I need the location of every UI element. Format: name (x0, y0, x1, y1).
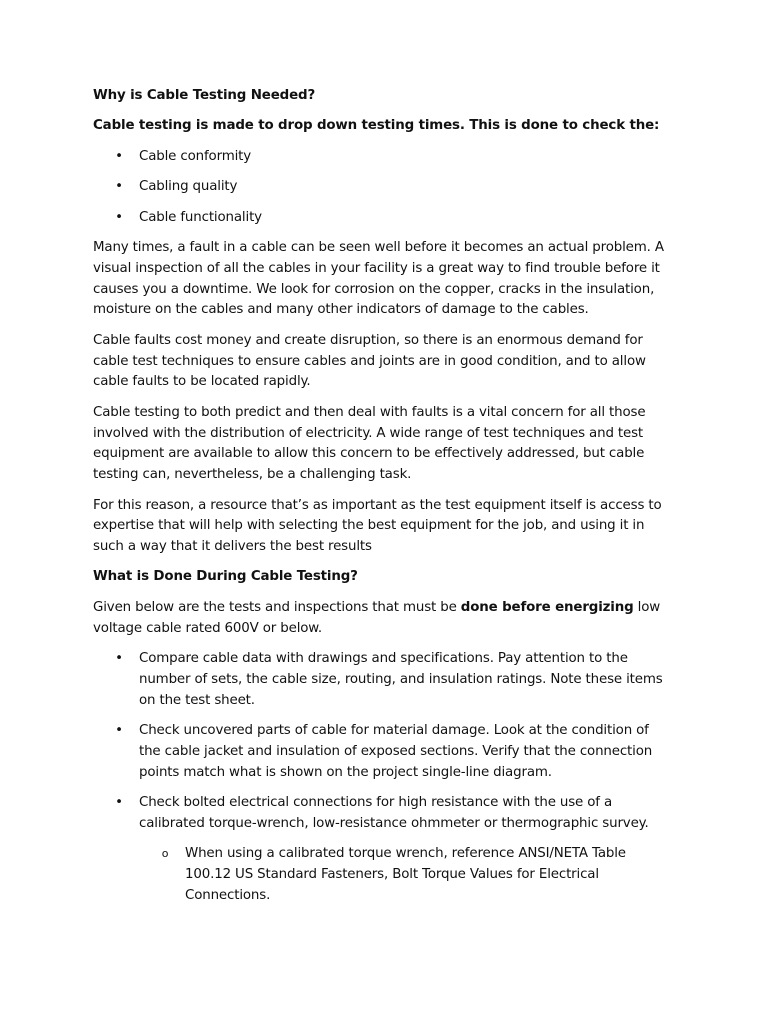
given-text-bold: done before energizing (460, 599, 634, 615)
list-item-text: Cabling quality (139, 179, 238, 195)
bullet-icon: • (115, 179, 123, 195)
paragraph-given-below (93, 598, 671, 640)
bullet-icon: • (115, 795, 123, 811)
paragraph-predict-faults: Cable testing to both predict and then deal with faults is a vital concern for all those involved with the distribution of electricity. A wide range of test techniques and test equipment are available to allow this concern to be effectively addressed, but cable testing can, nevertheless, be a challenging task. (93, 404, 646, 483)
heading-why-cable-testing: Why is Cable Testing Needed? (93, 88, 316, 103)
paragraph-visual-inspection: Many times, a fault in a cable can be seen well before it becomes an actual problem. A visual inspection of all the cables in your facility is a great way to find trouble before it causes you a downtime. We look for corrosion on the copper, cracks in the insulation, moisture on the cables and many other indicators of damage to the cables. (93, 239, 664, 318)
bullet-icon: • (115, 651, 123, 667)
list-item (93, 177, 671, 198)
bullet-icon: • (115, 209, 123, 225)
paragraph-expertise: For this reason, a resource that’s as important as the test equipment itself is access to expertise that will help with selecting the best equipment for the job, and using it in such a way that it delivers the best results (93, 497, 662, 555)
list-item-text: Cable functionality (139, 209, 262, 225)
bullet-icon: • (115, 148, 123, 164)
circle-bullet-icon: o (161, 847, 169, 861)
list-item-text: Check uncovered parts of cable for material damage. Look at the condition of the cable jacket and insulation of exposed sections. Verify that the connection points match what is shown on the project single-line diagram. (139, 723, 653, 780)
list-item-text: Check bolted electrical connections for high resistance with the use of a calibrated torque-wrench, low-resistance ohmmeter or thermographic survey. (139, 795, 649, 831)
heading-what-is-done: What is Done During Cable Testing? (93, 569, 358, 585)
document-page (93, 86, 671, 916)
list-item (93, 147, 671, 168)
bullet-icon: • (115, 723, 123, 739)
checks-list (93, 147, 671, 229)
paragraph-cable-faults: Cable faults cost money and create disruption, so there is an enormous demand for cable test techniques to ensure cables and joints are in good condition, and to allow cable faults to be located rapidly. (93, 332, 646, 390)
list-item (93, 793, 671, 907)
list-item-text: Cable conformity (139, 148, 252, 164)
sub-list-item (139, 844, 671, 906)
list-item (93, 649, 671, 711)
sub-steps-list (139, 844, 671, 906)
list-item-text: Compare cable data with drawings and specifications. Pay attention to the number of sets, the cable size, routing, and insulation ratings. Note these items on the test sheet. (139, 651, 663, 708)
sub-list-item-text: When using a calibrated torque wrench, reference ANSI/NETA Table 100.12 US Standard Fasteners, Bolt Torque Values for Electrical Connections. (185, 846, 626, 903)
intro-statement: Cable testing is made to drop down testing times. This is done to check the: (93, 118, 660, 134)
given-text-end: low voltage cable rated 600V or below. (93, 599, 661, 636)
steps-list (93, 649, 671, 907)
list-item (93, 721, 671, 783)
list-item (93, 208, 671, 229)
given-text-start: Given below are the tests and inspections that must be (93, 599, 461, 615)
